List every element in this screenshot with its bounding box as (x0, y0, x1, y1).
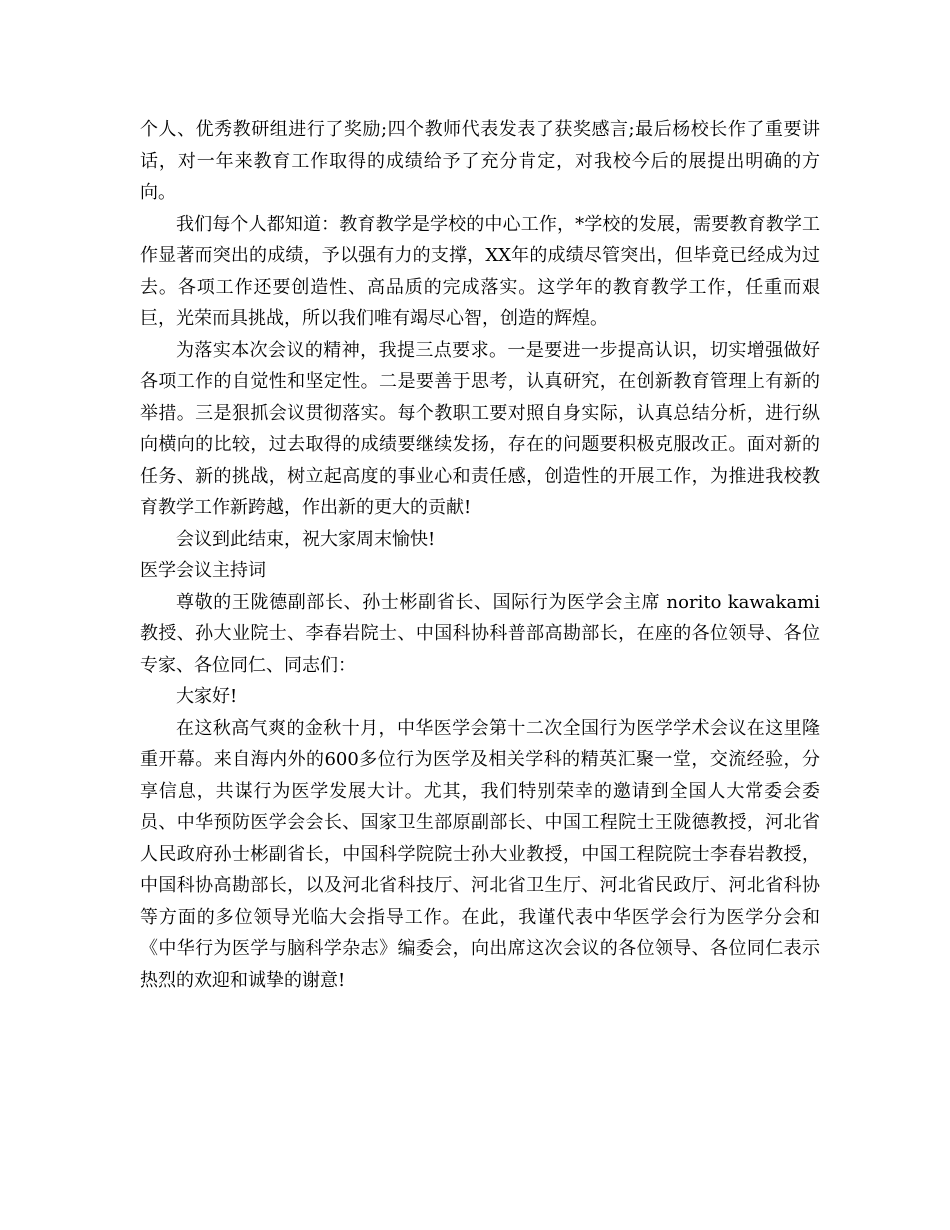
document-body (140, 114, 820, 996)
paragraph-salutation: 尊敬的王陇德副部长、孙士彬副省长、国际行为医学会主席 norito kawakami 教授、孙大业院士、李春岩院士、中国科协科普部高勘部长，在座的各位领导、各位专家、各位同仁、同志们： (140, 591, 820, 676)
paragraph-teaching-center: 我们每个人都知道：教育教学是学校的中心工作，*学校的发展，需要教育教学工作显著而突出的成绩，予以强有力的支撑，XX年的成绩尽管突出，但毕竟已经成为过去。各项工作还要创造性、高品质的完成落实。这学年的教育教学工作，任重而艰巨，光荣而具挑战，所以我们唯有竭尽心智，创造的辉煌。 (140, 213, 820, 329)
paragraph-three-requirements: 为落实本次会议的精神，我提三点要求。一是要进一步提高认识，切实增强做好各项工作的自觉性和坚定性。二是要善于思考，认真研究，在创新教育管理上有新的举措。三是狠抓会议贯彻落实。每个教职工要对照自身实际，认真总结分析，进行纵向横向的比较，过去取得的成绩要继续发扬，存在的问题要积极克服改正。面对新的任务、新的挑战，树立起高度的事业心和责任感，创造性的开展工作，为推进我校教育教学工作新跨越，作出新的更大的贡献! (140, 339, 820, 518)
paragraph-awards-continuation: 个人、优秀教研组进行了奖励;四个教师代表发表了获奖感言;最后杨校长作了重要讲话，对一年来教育工作取得的成绩给予了充分肯定，对我校今后的展提出明确的方向。 (140, 119, 820, 203)
paragraph-greeting: 大家好! (176, 686, 238, 707)
paragraph-opening-remarks: 在这秋高气爽的金秋十月，中华医学会第十二次全国行为医学学术会议在这里隆重开幕。来自海内外的600多位行为医学及相关学科的精英汇聚一堂，交流经验，分享信息，共谋行为医学发展大计。尤其，我们特别荣幸的邀请到全国人大常委会委员、中华预防医学会会长、国家卫生部原副部长、中国工程院士王陇德教授，河北省人民政府孙士彬副省长，中国科学院院士孙大业教授，中国工程院院士李春岩教授，中国科协高勘部长，以及河北省科技厅、河北省卫生厅、河北省民政厅、河北省科协等方面的多位领导光临大会指导工作。在此，我谨代表中华医学会行为医学分会和《中华行为医学与脑科学杂志》编委会，向出席这次会议的各位领导、各位同仁表示热烈的欢迎和诚挚的谢意! (140, 717, 820, 991)
section-heading-medical-meeting: 医学会议主持词 (140, 560, 266, 581)
paragraph-meeting-closing: 会议到此结束，祝大家周末愉快! (176, 528, 436, 550)
